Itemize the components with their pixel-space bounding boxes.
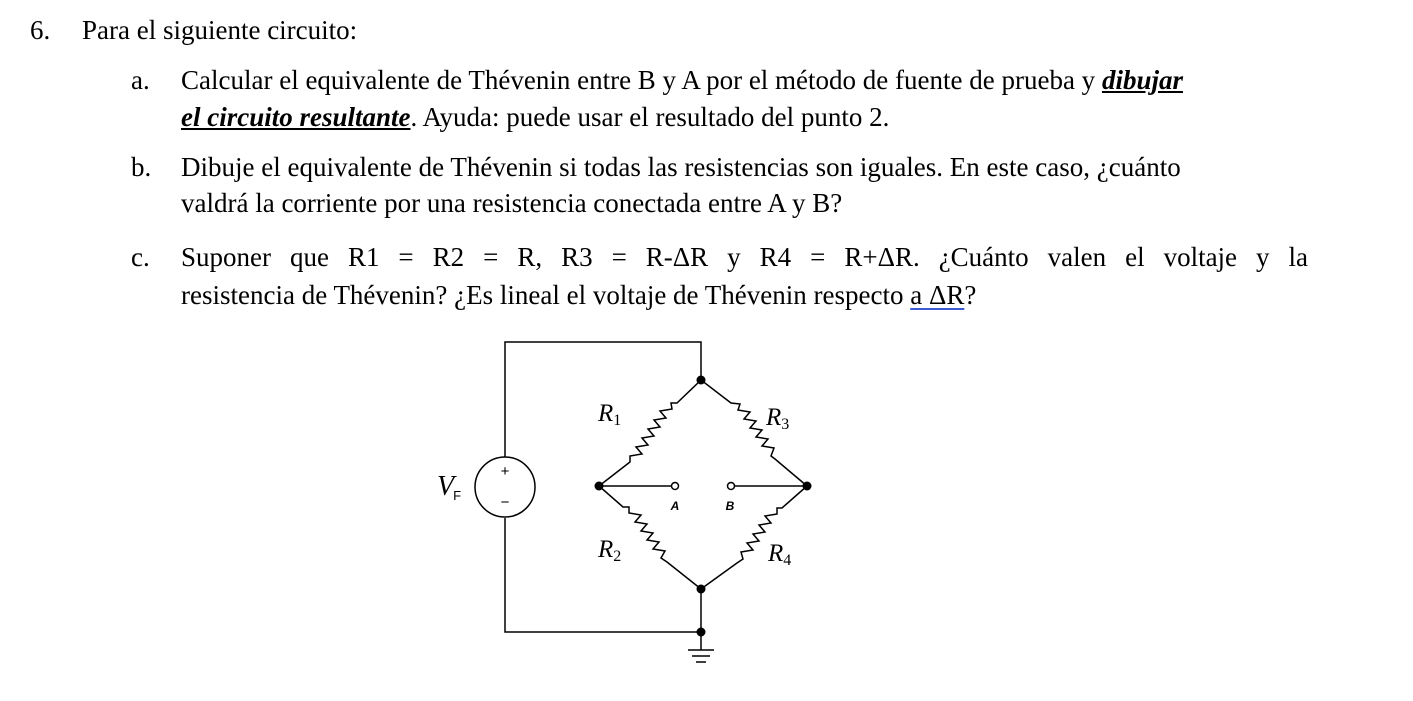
label-r1 [597,400,621,429]
label-r3 [765,404,789,433]
item-b-letter: b. [131,152,152,182]
item-c-underlined: a ΔR [910,280,965,310]
label-r4 [767,540,791,569]
item-a-letter: a. [131,65,150,95]
source-label-sub: F [453,488,462,503]
terminal-a-icon [672,483,679,490]
item-a-line1 [181,64,1183,96]
label-node-b: B [725,499,735,513]
item-a-line2 [181,101,889,133]
node-bottom [697,585,706,594]
terminal-b-icon [728,483,735,490]
node-right [803,482,812,491]
node-top [697,376,706,385]
item-a-text: Calcular el equivalente de Thévenin entre B y A por el método de fuente de prueba y [181,65,1102,95]
node-ground [697,628,706,637]
label-r1-main: R [598,400,614,427]
label-r4-sub: 4 [783,552,792,569]
source-minus: − [500,494,510,511]
source-plus: + [500,463,510,480]
item-c-line1: Suponer que R1 = R2 = R, R3 = R-ΔR y R4 = R+ΔR. ¿Cuánto valen el voltaje y la [181,242,1308,272]
label-r3-main: R [766,404,782,431]
voltage-source-icon [475,457,535,517]
source-label [437,471,461,503]
item-c-text-end: ? [964,280,977,310]
item-a-emphasis: dibujar [1101,65,1183,95]
question-title: Para el siguiente circuito: [82,15,358,45]
label-r2 [597,536,621,565]
label-r2-main: R [598,536,614,563]
resistor-r1 [599,380,701,486]
item-a-emphasis-cont: el circuito resultante [181,102,411,132]
source-label-main: V [437,471,455,502]
resistor-r3 [701,380,807,486]
item-c-letter: c. [131,242,150,272]
node-left [595,482,604,491]
top-wire [505,342,701,457]
item-b-line1: Dibuje el equivalente de Thévenin si todas las resistencias son iguales. En este caso, ¿cuánto [181,152,1181,182]
label-r2-sub: 2 [613,548,622,565]
label-r3-sub: 3 [781,416,790,433]
label-node-a: A [670,499,680,513]
question-number: 6. [30,15,51,45]
label-r1-sub: 1 [613,412,622,429]
bottom-wire [505,518,701,632]
resistor-r4 [701,486,807,589]
resistor-r2 [599,486,701,589]
item-b-line2: valdrá la corriente por una resistencia conectada entre A y B? [181,188,843,218]
label-r4-main: R [768,540,784,567]
ground-icon [688,650,714,662]
item-a-text-cont: . Ayuda: puede usar el resultado del punto 2. [410,102,890,132]
item-c-text: resistencia de Thévenin? ¿Es lineal el voltaje de Thévenin respecto [181,280,911,310]
item-c-line2 [181,279,976,311]
